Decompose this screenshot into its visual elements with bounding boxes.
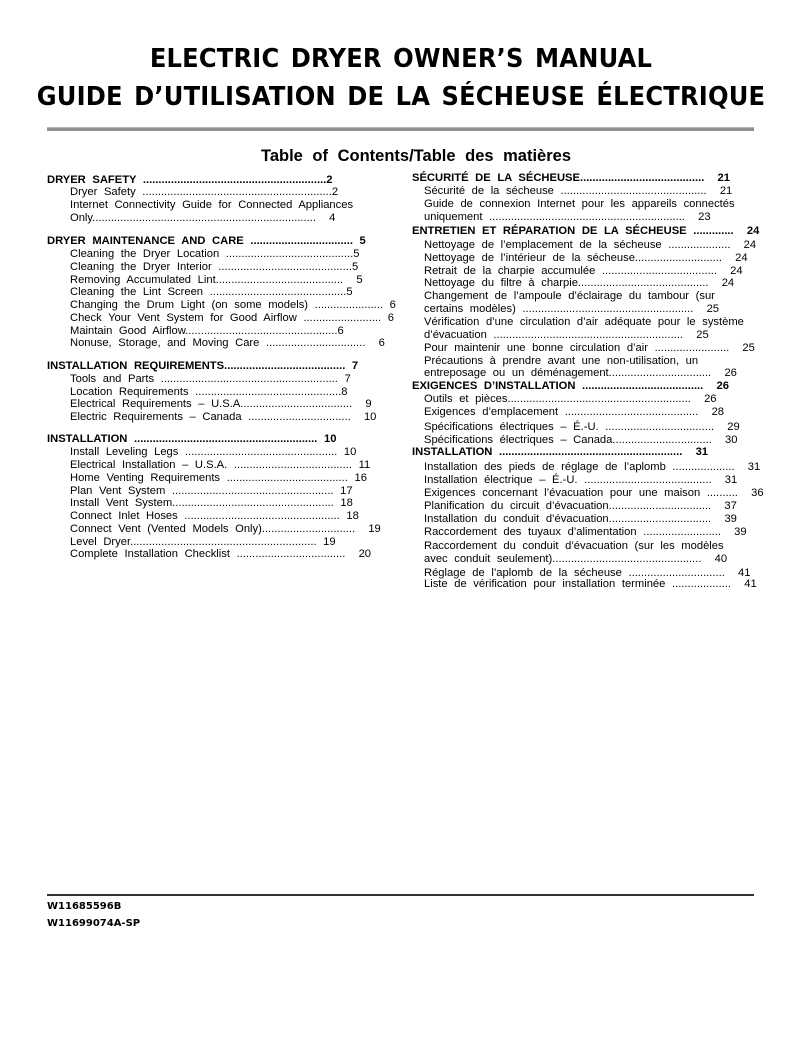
toc-entry[interactable]: Nettoyage de l’emplacement de la sécheuse .................... 24	[424, 239, 757, 251]
toc-entry[interactable]: Raccordement des tuyaux d’alimentation ......................... 39	[424, 526, 747, 538]
toc-entry[interactable]: Cleaning the Dryer Location .........................................5	[70, 248, 360, 260]
toc-entry[interactable]: Installation des pieds de réglage de l’aplomb .................... 31	[424, 461, 761, 473]
toc-entry[interactable]: Electric Requirements – Canada ................................. 10	[70, 411, 377, 423]
toc-section-entry[interactable]: INSTALLATION ........................................................... 10	[47, 433, 337, 445]
toc-entry[interactable]: Home Venting Requirements ....................................... 16	[70, 472, 367, 484]
document-code-english: W11685596B	[47, 901, 122, 912]
toc-entry[interactable]: Cleaning the Lint Screen ............................................5	[70, 286, 353, 298]
toc-entry[interactable]: Install Leveling Legs ................................................. 10	[70, 446, 357, 458]
toc-entry[interactable]: Changing the Drum Light (on some models) ...................... 6	[70, 299, 396, 311]
document-code-french: W11699074A-SP	[47, 918, 141, 929]
manual-title-french: GUIDE D’UTILISATION DE LA SÉCHEUSE ÉLECTRIQUE	[36, 82, 766, 112]
toc-entry[interactable]: Réglage de l’aplomb de la sécheuse ............................... 41	[424, 567, 751, 579]
toc-section-entry[interactable]: INSTALLATION REQUIREMENTS....................................... 7	[47, 360, 359, 372]
toc-entry[interactable]: Maintain Good Airflow.................................................6	[70, 325, 344, 337]
toc-section-entry[interactable]: ENTRETIEN ET RÉPARATION DE LA SÉCHEUSE ............. 24	[412, 225, 760, 237]
toc-entry[interactable]: Précautions à prendre avant une non-utilisation, un	[424, 355, 699, 367]
toc-entry[interactable]: Raccordement du conduit d’évacuation (sur les modèles	[424, 540, 724, 552]
toc-entry[interactable]: Removing Accumulated Lint......................................... 5	[70, 274, 363, 286]
toc-entry[interactable]: entreposage ou un déménagement................................. 26	[424, 367, 737, 379]
toc-entry[interactable]: Exigences concernant l’évacuation pour une maison .......... 36	[424, 487, 764, 499]
toc-entry[interactable]: Plan Vent System .................................................... 17	[70, 485, 353, 497]
toc-entry[interactable]: Nonuse, Storage, and Moving Care ................................ 6	[70, 337, 385, 349]
toc-section-entry[interactable]: SÉCURITÉ DE LA SÉCHEUSE........................................ 21	[412, 172, 730, 184]
toc-entry[interactable]: Liste de vérification pour installation terminée ................... 41	[424, 578, 757, 590]
toc-entry[interactable]: Dryer Safety .............................................................2	[70, 186, 339, 198]
toc-entry[interactable]: Check Your Vent System for Good Airflow ......................... 6	[70, 312, 394, 324]
toc-heading: Table of Contents/Table des matières	[260, 147, 572, 165]
toc-entry[interactable]: Spécifications électriques – Canada................................ 30	[424, 434, 738, 446]
toc-entry[interactable]: Exigences d’emplacement ........................................... 28	[424, 406, 725, 418]
toc-entry[interactable]: Changement de l’ampoule d’éclairage du tambour (sur	[424, 290, 715, 302]
header-divider	[47, 127, 754, 131]
toc-entry[interactable]: Connect Vent (Vented Models Only).............................. 19	[70, 523, 381, 535]
toc-entry[interactable]: Nettoyage du filtre à charpie.......................................... 24	[424, 277, 735, 289]
manual-title-english: ELECTRIC DRYER OWNER’S MANUAL	[149, 44, 653, 74]
footer-divider	[47, 894, 754, 896]
toc-entry[interactable]: Pour maintenir une bonne circulation d’air ........................ 25	[424, 342, 755, 354]
toc-entry[interactable]: Installation électrique – É.-U. ......................................... 31	[424, 474, 738, 486]
toc-section-entry[interactable]: INSTALLATION ........................................................... 31	[412, 446, 709, 458]
toc-entry[interactable]: Install Vent System.................................................... 18	[70, 497, 353, 509]
toc-entry[interactable]: Electrical Installation – U.S.A. ...................................... 11	[70, 459, 371, 471]
toc-entry[interactable]: Retrait de la charpie accumulée ..................................... 24	[424, 265, 743, 277]
toc-entry[interactable]: avec conduit seulement)................................................ 40	[424, 553, 728, 565]
toc-section-entry[interactable]: DRYER MAINTENANCE AND CARE ................................. 5	[47, 235, 366, 247]
toc-entry[interactable]: Tools and Parts ......................................................... 7	[70, 373, 351, 385]
toc-entry[interactable]: Guide de connexion Internet pour les appareils connectés	[424, 198, 735, 210]
toc-entry[interactable]: Planification du circuit d’évacuation................................. 37	[424, 500, 737, 512]
toc-entry[interactable]: certains modèles) ....................................................... 25	[424, 303, 720, 315]
toc-section-entry[interactable]: DRYER SAFETY ...........................................................2	[47, 174, 333, 186]
toc-entry[interactable]: Location Requirements ...............................................8	[70, 386, 348, 398]
toc-entry[interactable]: Only........................................................................ 4	[70, 212, 336, 224]
toc-entry[interactable]: Outils et pièces........................................................... 26	[424, 393, 717, 405]
toc-entry[interactable]: Level Dryer............................................................ 19	[70, 536, 336, 548]
toc-entry[interactable]: Electrical Requirements – U.S.A.................................... 9	[70, 398, 372, 410]
toc-entry[interactable]: Vérification d’une circulation d’air adéquate pour le système	[424, 316, 744, 328]
toc-entry[interactable]: Nettoyage de l’intérieur de la sécheuse............................ 24	[424, 252, 748, 264]
toc-entry[interactable]: Cleaning the Dryer Interior ...........................................5	[70, 261, 359, 273]
toc-entry[interactable]: Installation du conduit d’évacuation................................. 39	[424, 513, 737, 525]
toc-entry[interactable]: Internet Connectivity Guide for Connected Appliances	[70, 199, 354, 211]
toc-entry[interactable]: Spécifications électriques – É.-U. ................................... 29	[424, 421, 740, 433]
toc-entry[interactable]: Sécurité de la sécheuse ............................................... 21	[424, 185, 733, 197]
toc-entry[interactable]: Complete Installation Checklist ................................... 20	[70, 548, 372, 560]
toc-entry[interactable]: d’évacuation ............................................................. 25	[424, 329, 709, 341]
toc-entry[interactable]: uniquement ............................................................... 23	[424, 211, 711, 223]
toc-entry[interactable]: Connect Inlet Hoses .................................................. 18	[70, 510, 359, 522]
toc-section-entry[interactable]: EXIGENCES D’INSTALLATION ....................................... 26	[412, 380, 729, 392]
